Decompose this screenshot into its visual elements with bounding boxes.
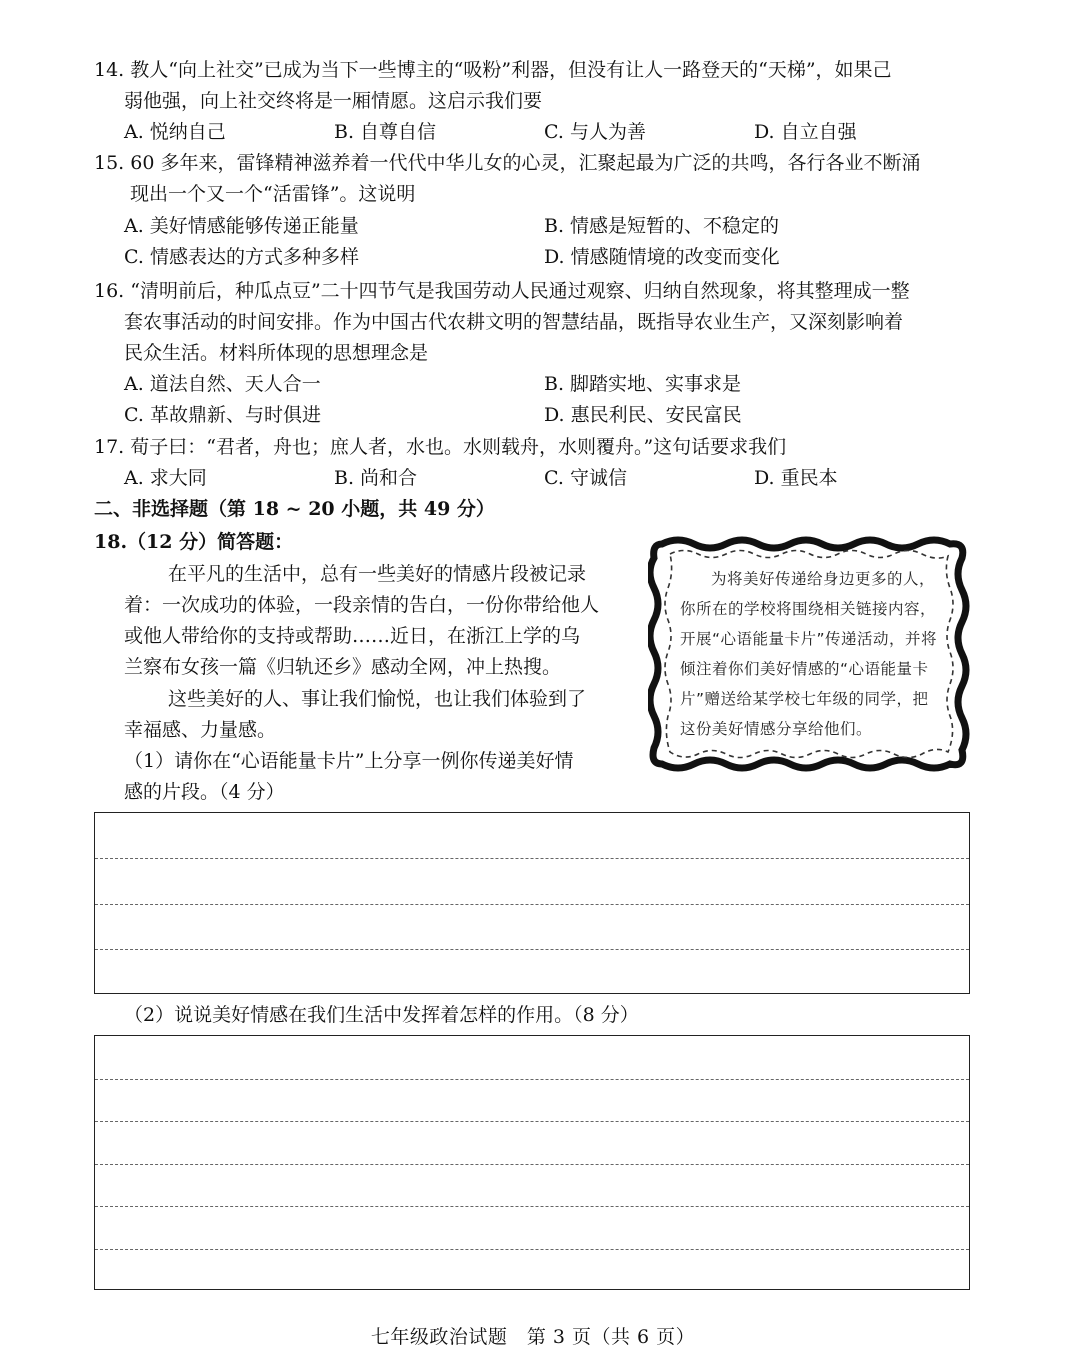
q16-options-row1	[0, 369, 1066, 399]
q16-option-d: D. 惠民利民、安民富民	[544, 404, 742, 426]
answer-line	[95, 949, 969, 950]
q17-option-b: B. 尚和合	[334, 467, 418, 489]
q14-option-c: C. 与人为善	[544, 121, 646, 143]
answer-line	[95, 1121, 969, 1122]
q16-option-c: C. 革故鼎新、与时俱进	[124, 404, 321, 426]
answer-line	[95, 904, 969, 905]
q14-stem-line1: 14. 教人“向上社交”已成为当下一些博主的“吸粉”利器，但没有让人一路登天的“天梯”，如果己	[94, 59, 892, 81]
page-footer: 七年级政治试题 第 3 页（共 6 页）	[370, 1326, 696, 1348]
q15-option-a: A. 美好情感能够传递正能量	[124, 215, 359, 237]
q16-options-row2	[0, 400, 1066, 430]
q14-options	[0, 117, 1066, 147]
q18-para1-line4: 兰察布女孩一篇《归轨还乡》感动全网，冲上热搜。	[124, 656, 562, 678]
q15-options-row1	[0, 211, 1066, 241]
q18-sub1-line1: （1）请你在“心语能量卡片”上分享一例你传递美好情	[124, 750, 574, 772]
answer-box-2[interactable]	[94, 1035, 970, 1290]
q18-heading: 18.（12 分）简答题：	[94, 531, 294, 553]
q14-option-a: A. 悦纳自己	[124, 121, 226, 143]
q17-options	[0, 463, 1066, 493]
answer-line	[95, 1164, 969, 1165]
q17-stem-line1: 17. 荀子曰：“君者，舟也；庶人者，水也。水则载舟，水则覆舟。”这句话要求我们	[94, 436, 787, 458]
q17-option-c: C. 守诚信	[544, 467, 627, 489]
q16-option-a: A. 道法自然、天人合一	[124, 373, 321, 395]
q17-option-a: A. 求大同	[124, 467, 207, 489]
q16-stem-line2: 套农事活动的时间安排。作为中国古代农耕文明的智慧结晶，既指导农业生产，又深刻影响着	[124, 311, 904, 333]
energy-card	[648, 534, 970, 774]
q15-option-b: B. 情感是短暂的、不稳定的	[544, 215, 780, 237]
q18-para1-line1: 在平凡的生活中，总有一些美好的情感片段被记录	[168, 563, 587, 585]
answer-line	[95, 1249, 969, 1250]
q15-option-c: C. 情感表达的方式多种多样	[124, 246, 359, 268]
section2-heading: 二、非选择题（第 18 ~ 20 小题，共 49 分）	[94, 498, 495, 520]
q18-para1-line2: 着：一次成功的体验，一段亲情的告白，一份你带给他人	[124, 594, 600, 616]
q14-option-b: B. 自尊自信	[334, 121, 437, 143]
card-text: 为将美好传递给身边更多的人，你所在的学校将围绕相关链接内容，开展“心语能量卡片”传递活动，并将倾注着你们美好情感的“心语能量卡片”赠送给某学校七年级的同学，把这份美好情感分享给他们。	[680, 570, 938, 738]
answer-line	[95, 1079, 969, 1080]
answer-box-1[interactable]	[94, 812, 970, 994]
q18-para2-line2: 幸福感、力量感。	[124, 719, 277, 741]
q16-stem-line3: 民众生活。材料所体现的思想理念是	[124, 342, 429, 364]
q18-para2-line1: 这些美好的人、事让我们愉悦，也让我们体验到了	[168, 688, 587, 710]
answer-line	[95, 858, 969, 859]
q15-options-row2	[0, 242, 1066, 272]
q18-sub2: （2）说说美好情感在我们生活中发挥着怎样的作用。（8 分）	[124, 1004, 639, 1026]
q14-option-d: D. 自立自强	[754, 121, 857, 143]
q15-stem-line2: 现出一个又一个“活雷锋”。这说明	[130, 183, 416, 205]
q16-option-b: B. 脚踏实地、实事求是	[544, 373, 742, 395]
q18-para1-line3: 或他人带给你的支持或帮助……近日，在浙江上学的乌	[124, 625, 581, 647]
q18-sub1-line2: 感的片段。（4 分）	[124, 781, 285, 803]
q17-option-d: D. 重民本	[754, 467, 838, 489]
q16-stem-line1: 16. “清明前后，种瓜点豆”二十四节气是我国劳动人民通过观察、归纳自然现象，将其整理成一整	[94, 280, 910, 302]
q14-stem-line2: 弱他强，向上社交终将是一厢情愿。这启示我们要	[124, 90, 543, 112]
q15-stem-line1: 15. 60 多年来，雷锋精神滋养着一代代中华儿女的心灵，汇聚起最为广泛的共鸣，各行各业不断涌	[94, 152, 921, 174]
answer-line	[95, 1206, 969, 1207]
q15-option-d: D. 情感随情境的改变而变化	[544, 246, 780, 268]
